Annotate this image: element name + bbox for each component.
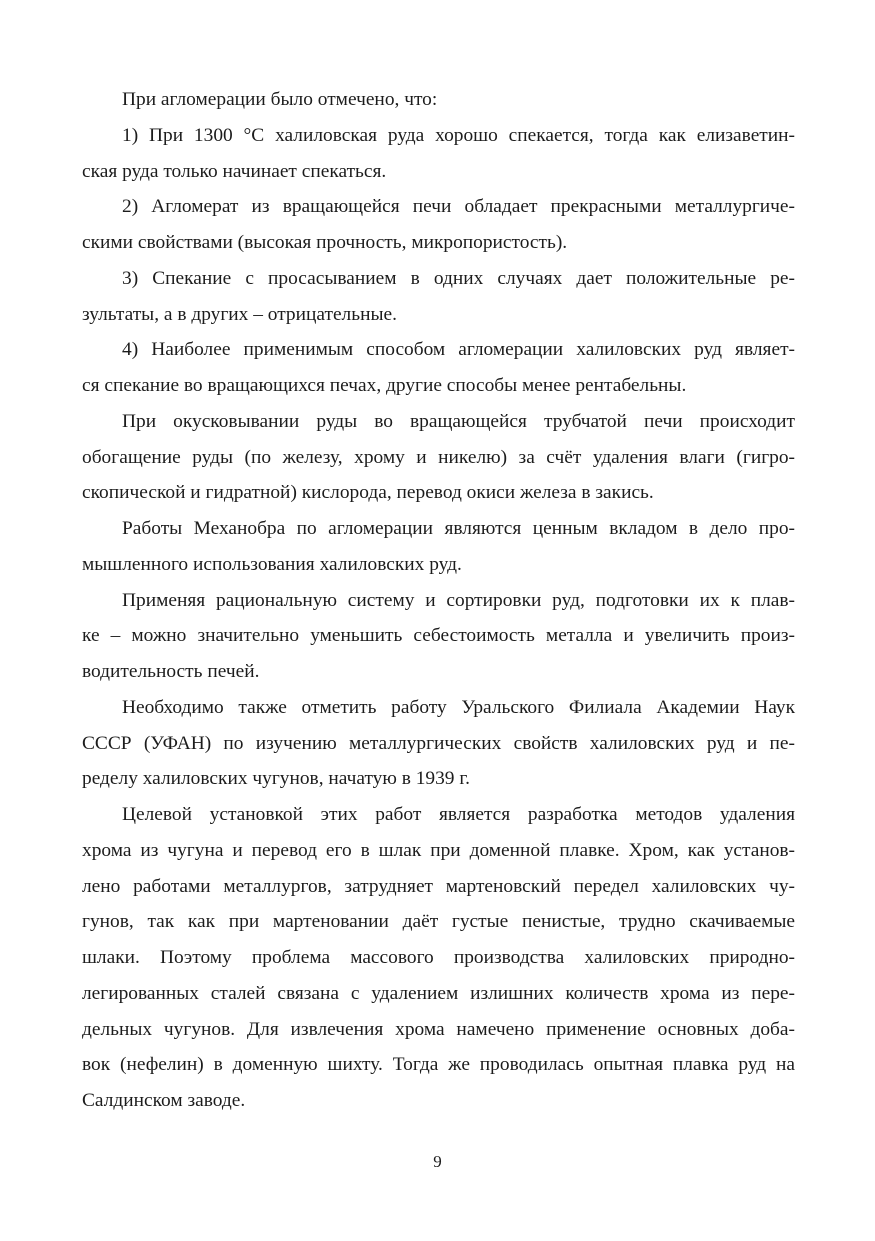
text-line: легированных сталей связана с удалением излишних количеств хрома из пере- [82,982,795,1004]
text-line: При окусковывании руды во вращающейся трубчатой печи происходит [122,410,795,432]
page-number: 9 [433,1152,442,1171]
text-line: 1) При 1300 °С халиловская руда хорошо спекается, тогда как елизаветин- [122,124,795,146]
text-line: хрома из чугуна и перевод его в шлак при доменной плавке. Хром, как установ- [82,839,795,861]
text-line: лено работами металлургов, затрудняет мартеновский передел халиловских чу- [82,875,795,897]
text-line: водительность печей. [82,661,260,682]
text-line: 4) Наиболее применимым способом агломерации халиловских руд являет- [122,339,795,361]
text-line: зультаты, а в других – отрицательные. [82,303,397,325]
text-line: При агломерации было отмечено, что: [122,89,438,110]
text-line: СССР (УФАН) по изучению металлургических свойств халиловских руд и пе- [82,732,795,754]
body-text [82,82,795,1119]
text-line: мышленного использования халиловских руд. [82,553,462,575]
text-line: Необходимо также отметить работу Уральского Филиала Академии Наук [122,696,795,718]
text-line: ся спекание во вращающихся печах, другие способы менее рентабельны. [82,375,687,396]
text-line: гунов, так как при мартеновании даёт густые пенистые, трудно скачиваемые [82,911,795,933]
text-line: скопической и гидратной) кислорода, перевод окиси железа в закись. [82,482,654,504]
text-line: Применяя рациональную систему и сортировки руд, подготовки их к плав- [122,589,795,611]
text-line: Работы Механобра по агломерации являются ценным вкладом в дело про- [122,518,795,539]
text-line: вок (нефелин) в доменную шихту. Тогда же проводилась опытная плавка руд на [82,1054,795,1076]
text-line: ская руда только начинает спекаться. [82,160,387,182]
text-line: скими свойствами (высокая прочность, микропористость). [82,232,568,253]
text-line: шлаки. Поэтому проблема массового производства халиловских природно- [82,947,795,968]
text-line: Целевой установкой этих работ является разработка методов удаления [122,804,795,825]
text-line: ке – можно значительно уменьшить себестоимость металла и увеличить произ- [82,625,795,647]
text-line: 3) Спекание с просасыванием в одних случаях дает положительные ре- [122,267,795,289]
text-line: Салдинском заводе. [82,1090,246,1111]
text-line: обогащение руды (по железу, хрому и никелю) за счёт удаления влаги (гигро- [82,446,795,468]
text-line: 2) Агломерат из вращающейся печи обладает прекрасными металлургиче- [122,196,795,218]
text-line: ределу халиловских чугунов, начатую в 1939 г. [82,768,470,790]
text-line: дельных чугунов. Для извлечения хрома намечено применение основных доба- [82,1018,795,1040]
